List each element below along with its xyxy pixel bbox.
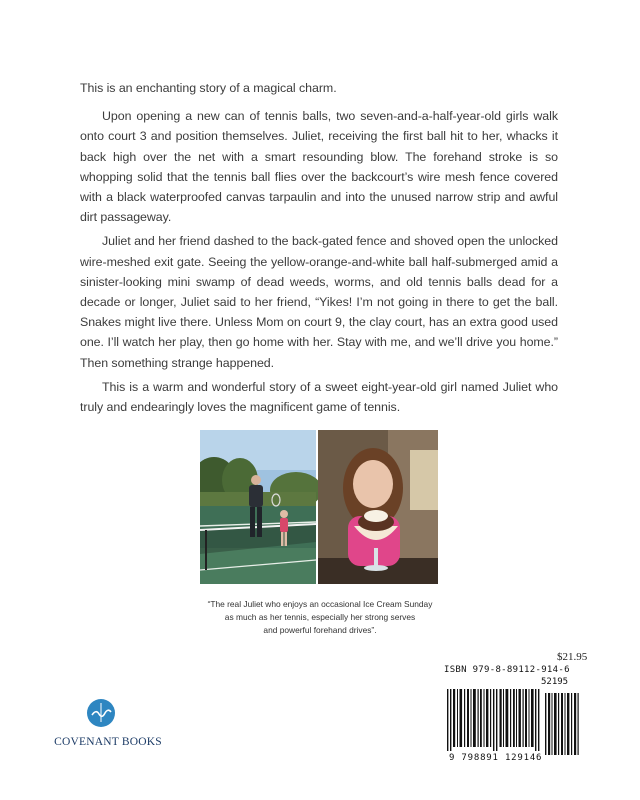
blurb-paragraph-3: Juliet and her friend dashed to the back-gated fence and shoved open the unlocked wire-meshed exit gate. Seeing the yellow-orange-and-white ball half-submerged amid a sinister-looking mini swamp of dead weeds, worms, and old tennis balls dead for a decade or longer, Juliet said to her friend, “Yikes! I’m not going in there to get the ball. Snakes might live there. Unless Mom on court 9, the clay court, has an extra good used one. I’ll watch her play, then go home with her. Stay with me, and we’ll drive you home.” Then something strange happened. (80, 234, 558, 370)
blurb-paragraph-1: This is an enchanting story of a magical charm. (80, 81, 337, 95)
ice-cream-photo (318, 430, 438, 584)
caption-line-2: as much as her tennis, especially her strong serves (224, 612, 416, 622)
caption-line-3: and powerful forehand drives”. (263, 625, 377, 635)
tennis-court-photo (200, 430, 322, 584)
blurb-paragraph-2: Upon opening a new can of tennis balls, two seven-and-a-half-year-old girls walk onto court 3 and position themselves. Juliet, receiving the first ball hit to her, whacks it back high over the net with a smart resounding blow. The forehand stroke is so whopping solid that the tennis ball flies over the backcourt’s wire mesh fence covered with a black waterproofed canvas tarpaulin and into the unused narrow strip and awful dirt passageway. (80, 109, 558, 225)
blurb-paragraph-4: This is a warm and wonderful story of a sweet eight-year-old girl named Juliet who truly and endearingly loves the magnificent game of tennis. (80, 379, 558, 415)
photo-collage-svg (200, 430, 438, 584)
blurb-text (80, 78, 558, 417)
barcode-addon-number: 52195 (541, 677, 569, 687)
photo-collage (200, 430, 438, 584)
isbn-barcode (441, 663, 585, 768)
photo-caption (160, 598, 480, 637)
tennis-racket-wave-icon (86, 698, 116, 728)
isbn-text: ISBN 979-8-89112-914-6 (444, 665, 570, 675)
publisher-name: COVENANT BOOKS (54, 736, 162, 748)
caption-line-1: “The real Juliet who enjoys an occasional Ice Cream Sunday (207, 599, 433, 609)
barcode-number: 9 798891 129146 (449, 753, 543, 763)
price-label: $21.95 (557, 651, 588, 663)
